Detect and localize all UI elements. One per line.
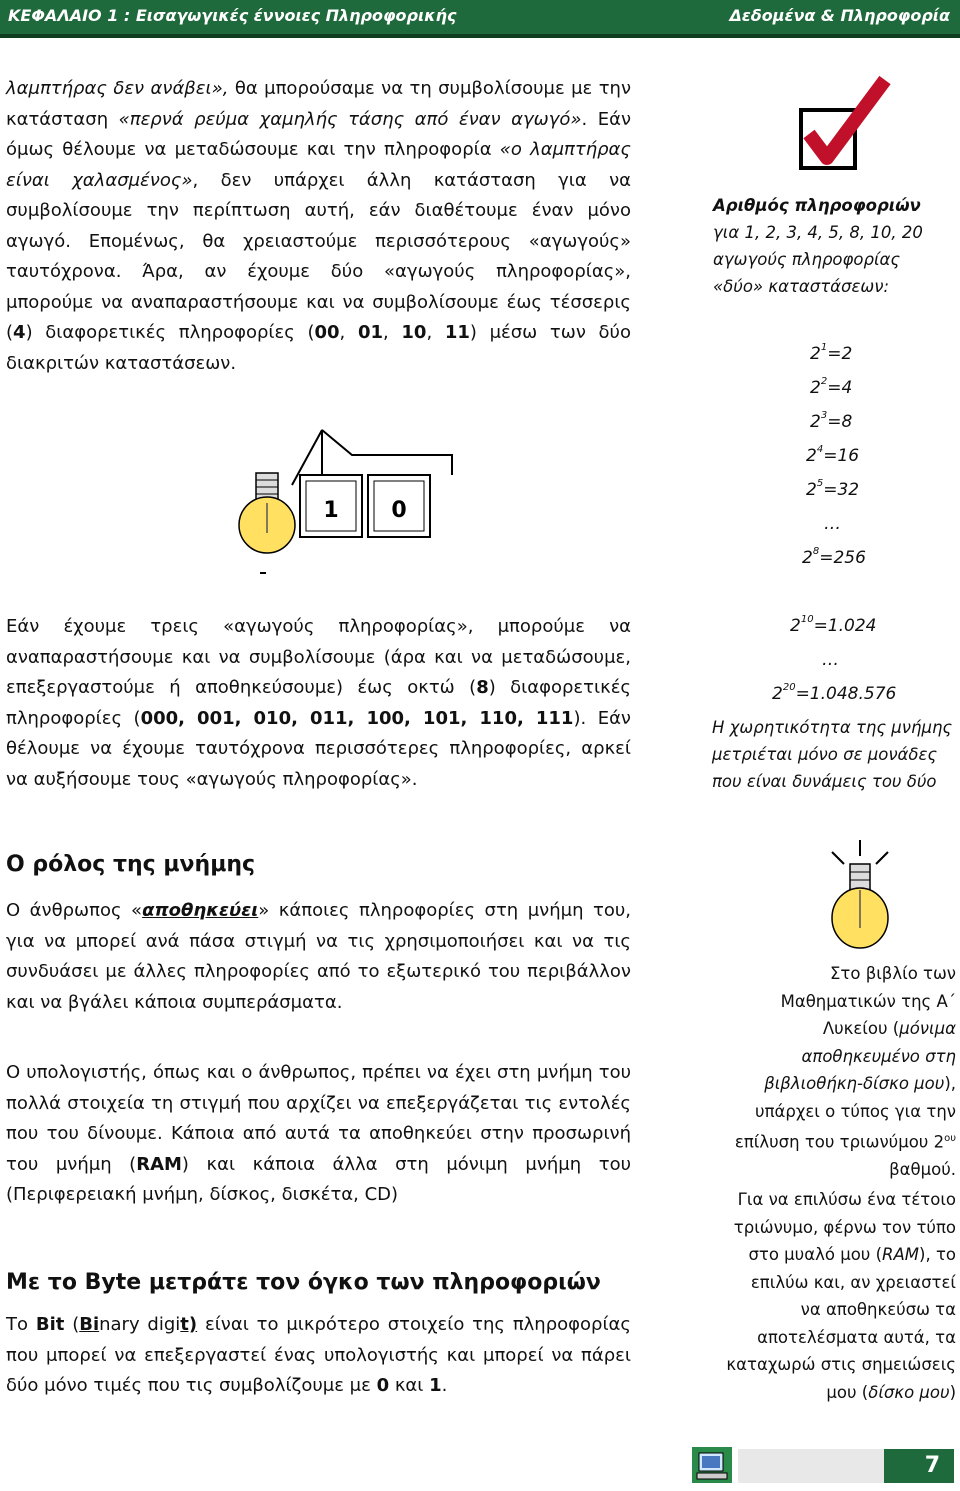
code: 10: [401, 322, 427, 343]
text: Για να επιλύσω ένα τέτοιο τριώνυμο, φέρνω τον τύπο στο μυαλό μου (: [733, 1190, 956, 1264]
code: 00: [314, 322, 340, 343]
text: Στο βιβλίο των Μαθηματικών της Α΄ Λυκείου (: [780, 964, 956, 1038]
solve-note: [726, 1186, 956, 1406]
bi: Bi: [79, 1314, 100, 1335]
power-exp: 20: [782, 682, 796, 694]
ram-term: RAM: [136, 1153, 182, 1175]
power-exp: 4: [816, 444, 824, 456]
power-val: =256: [819, 548, 866, 568]
bit-paragraph: [6, 1310, 631, 1402]
ellipsis: …: [824, 514, 841, 534]
code: 01: [357, 322, 383, 343]
codes: 000, 001, 010, 011, 100, 101, 110, 111: [140, 707, 574, 729]
separator: ,: [426, 322, 445, 343]
computer-icon: [690, 1445, 734, 1485]
text: Το: [6, 1314, 36, 1335]
side-note-text: για 1, 2, 3, 4, 5, 8, 10, 20 αγωγούς πληροφορίας «δύο» καταστάσεων:: [713, 223, 923, 296]
text: , δεν υπάρχει άλλη κατάσταση για να συμβολίσουμε την περίπτωση αυτή, εάν διαθέτουμε έναν μόνο αγωγό. Επομένως, θα χρειαστούμε περισσότερους «αγωγούς» ταυτόχρονα. Άρα, αν έχουμε δύο «αγωγούς πληροφορίας», μπορούμε να αναπαραστήσουμε και να συμβολίσουμε έως τέσσερις (: [6, 169, 631, 343]
intro-paragraph: [6, 74, 631, 379]
power-base: 2: [790, 616, 801, 636]
italic-text: μόνιμα αποθηκευμένο στη βιβλιοθήκη-δίσκο μου: [764, 1019, 956, 1093]
code: 11: [444, 322, 470, 343]
text: Εάν όμως θέλουμε να μεταδώσουμε και την πληροφορία: [6, 108, 632, 160]
side-note-count: [713, 192, 943, 300]
power-base: 2: [806, 446, 817, 466]
power-exp: 2: [820, 376, 828, 388]
italic-text: «περνά ρεύμα χαμηλής τάσης από έναν αγωγό»: [118, 108, 582, 130]
heading-memory-role: Ο ρόλος της μνήμης: [6, 852, 256, 877]
power-exp: 8: [812, 546, 820, 558]
text: Ο άνθρωπος «: [6, 900, 143, 921]
footer-bar: [738, 1449, 884, 1483]
page-number: 7: [884, 1449, 954, 1483]
one: 1: [429, 1375, 442, 1396]
ellipsis: …: [822, 650, 839, 670]
power-val: =16: [823, 446, 860, 466]
text: .: [581, 108, 588, 130]
power-row: [772, 684, 896, 704]
wire: [322, 430, 452, 475]
power-val: =32: [823, 480, 860, 500]
lightbulb-icon: [820, 838, 900, 958]
math-book-note: [726, 960, 956, 1184]
text: (: [64, 1314, 80, 1335]
italic-text: RAM: [882, 1245, 920, 1264]
checkmark-icon: [797, 74, 892, 174]
text: ), το επιλύω και, αν χρειαστεί να αποθηκεύσω τα αποτελέσματα αυτά, τα καταχωρώ στις σημειώσεις μου (: [726, 1245, 956, 1402]
chapter-title: ΚΕΦΑΛΑΙΟ 1 : Εισαγωγικές έννοιες Πληροφορικής: [8, 6, 457, 25]
text: » κάποιες πληροφορίες στη μνήμη του, για να μπορεί ανά πάσα στιγμή να τις χρησιμοποιήσει και να τις συνδυάσει με άλλες πληροφορίες από το εξωτερικό του περιβάλλον και να βγάλει κάποια συμπεράσματα.: [6, 900, 631, 1013]
separator: ,: [383, 322, 402, 343]
power-row: [810, 378, 852, 398]
text: θα μπορούσαμε να τη συμβολίσουμε με: [228, 78, 593, 99]
text: ) μέσω των δύο διακριτών καταστάσεων.: [6, 322, 631, 374]
emphasis: αποθηκεύει: [142, 900, 259, 921]
power-row: [810, 412, 852, 432]
lightbulb-icon: [239, 473, 295, 553]
italic-text: δίσκο μου: [868, 1382, 950, 1402]
text: ) διαφορετικές πληροφορίες (: [6, 677, 631, 729]
text: ) και κάποια άλλα στη μόνιμη μνήμη του (Περιφερειακή μνήμη, δίσκος, δισκέτα, CD): [6, 1153, 631, 1205]
three-wire-paragraph: [6, 612, 631, 795]
power-val: =4: [827, 378, 853, 398]
side-note-title: Αριθμός πληροφοριών: [713, 196, 921, 215]
memory-paragraph-1: [6, 896, 631, 1018]
power-exp: 3: [820, 410, 828, 422]
text: ), υπάρχει ο τύπος για την επίλυση του τριωνύμου 2: [734, 1074, 956, 1152]
bold-number: 8: [476, 677, 489, 698]
power-exp: 1: [820, 342, 828, 354]
memory-paragraph-2: [6, 1058, 631, 1211]
bold-number: 4: [13, 322, 26, 343]
power-exp: 5: [816, 478, 824, 490]
power-row: [810, 344, 852, 364]
text: βαθμού.: [889, 1160, 956, 1179]
text: Ο υπολογιστής, όπως και ο άνθρωπος, πρέπει να έχει στη μνήμη του πολλά στοιχεία τη στιγμή που αρχίζει να επεξεργάζεται τις εντολές που του δίνουμε. Κάποια από αυτά τα αποθηκεύει στην προσωρινή του μνήμη (: [6, 1062, 631, 1175]
power-row: [824, 514, 841, 534]
side-note-capacity: Η χωρητικότητα της μνήμης μετριέται μόνο σε μονάδες που είναι δυνάμεις του δύο: [712, 718, 953, 791]
power-base: 2: [772, 684, 783, 704]
power-val: =1.048.576: [795, 684, 897, 704]
italic-text: λαμπτήρας δεν ανάβει»,: [6, 78, 229, 99]
bit-term: Bit: [35, 1314, 65, 1335]
text: την κατάσταση: [6, 78, 632, 130]
two-wire-diagram: [232, 425, 472, 585]
italic-text: «ο λαμπτήρας είναι χαλασμένος»: [6, 139, 631, 191]
t: t): [180, 1314, 198, 1335]
power-row: [822, 650, 839, 670]
power-row: [790, 616, 876, 636]
power-val: =8: [827, 412, 853, 432]
power-row: [802, 548, 866, 568]
power-base: 2: [806, 480, 817, 500]
header-divider: [0, 34, 960, 38]
superscript: ου: [944, 1133, 956, 1144]
zero: 0: [376, 1375, 390, 1396]
power-exp: 10: [800, 614, 814, 626]
power-base: 2: [810, 378, 821, 398]
text: και: [389, 1375, 430, 1396]
power-val: =1.024: [813, 616, 877, 636]
power-row: [806, 480, 859, 500]
power-base: 2: [802, 548, 813, 568]
text: .: [441, 1375, 448, 1396]
separator: ,: [339, 322, 358, 343]
power-row: [806, 446, 859, 466]
text: nary digi: [99, 1314, 181, 1335]
power-val: =2: [827, 344, 853, 364]
text: ): [949, 1382, 956, 1402]
power-base: 2: [810, 412, 821, 432]
text: ) διαφορετικές πληροφορίες (: [25, 322, 315, 343]
bit-1: 1: [323, 498, 339, 523]
text: είναι το μικρότερο στοιχείο της πληροφορίας που μπορεί να επεξεργαστεί ένας υπολογιστής και μπορεί να πάρει δύο μόνο τιμές που τις συμβολίζουμε με: [6, 1314, 631, 1396]
heading-byte: Με το Byte μετράτε τον όγκο των πληροφοριών: [6, 1270, 601, 1295]
page-header: [0, 0, 960, 38]
section-title: Δεδομένα & Πληροφορία: [729, 6, 950, 25]
text: Εάν έχουμε τρεις «αγωγούς πληροφορίας», μπορούμε να αναπαραστήσουμε και να συμβολίσουμε (άρα και να μεταδώσουμε, επεξεργαστούμε ή αποθηκεύσουμε) έως οκτώ (: [6, 616, 631, 698]
power-base: 2: [810, 344, 821, 364]
bit-2: 0: [391, 498, 407, 523]
text: ). Εάν θέλουμε να έχουμε ταυτόχρονα περισσότερες πληροφορίες, αρκεί να αυξήσουμε τους «αγωγούς πληροφορίας».: [6, 707, 631, 790]
